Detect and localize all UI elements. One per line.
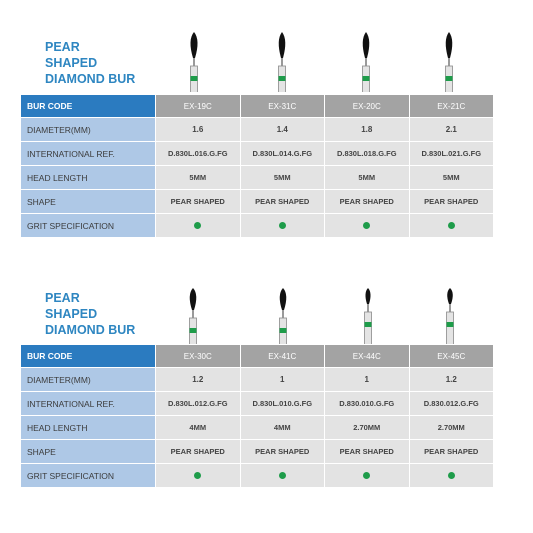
bur-code-label: BUR CODE bbox=[21, 95, 156, 118]
shape-row bbox=[21, 440, 494, 464]
title-line: DIAMOND BUR bbox=[45, 72, 136, 86]
diamond-bur-icon bbox=[359, 30, 373, 92]
row-label: INTERNATIONAL REF. bbox=[21, 142, 156, 166]
value-cell: 2.70MM bbox=[325, 416, 410, 440]
diamond-bur-icon bbox=[443, 286, 457, 348]
international-ref-row bbox=[21, 142, 494, 166]
bur-code-cell: EX-44C bbox=[325, 345, 410, 368]
grit-dot-icon bbox=[194, 472, 201, 479]
diameter-row bbox=[21, 118, 494, 142]
value-cell: 1 bbox=[240, 368, 325, 392]
bur-code-cell: EX-31C bbox=[240, 95, 325, 118]
grit-dot-icon bbox=[448, 222, 455, 229]
bur-code-cell: EX-41C bbox=[240, 345, 325, 368]
value-cell: PEAR SHAPED bbox=[240, 440, 325, 464]
value-cell: 2.1 bbox=[409, 118, 494, 142]
value-cell: PEAR SHAPED bbox=[409, 190, 494, 214]
bur-code-row bbox=[21, 95, 494, 118]
value-cell: 5MM bbox=[156, 166, 241, 190]
spec-table bbox=[20, 94, 494, 238]
value-cell: 4MM bbox=[240, 416, 325, 440]
grit-cell bbox=[325, 464, 410, 488]
international-ref-row bbox=[21, 392, 494, 416]
grit-cell bbox=[240, 464, 325, 488]
value-cell: 1 bbox=[325, 368, 410, 392]
grit-cell bbox=[409, 214, 494, 238]
bur-code-cell: EX-45C bbox=[409, 345, 494, 368]
value-cell: PEAR SHAPED bbox=[409, 440, 494, 464]
diamond-bur-icon bbox=[275, 30, 289, 92]
grit-cell bbox=[409, 464, 494, 488]
value-cell: 5MM bbox=[325, 166, 410, 190]
bur-code-label: BUR CODE bbox=[21, 345, 156, 368]
row-label: GRIT SPECIFICATION bbox=[21, 214, 156, 238]
bur-code-row bbox=[21, 345, 494, 368]
value-cell: D.830L.010.G.FG bbox=[240, 392, 325, 416]
grit-cell bbox=[240, 214, 325, 238]
value-cell: PEAR SHAPED bbox=[156, 190, 241, 214]
spec-table bbox=[20, 344, 494, 488]
title-line: PEAR bbox=[45, 291, 80, 305]
value-cell: PEAR SHAPED bbox=[156, 440, 241, 464]
bur-code-cell: EX-20C bbox=[325, 95, 410, 118]
value-cell: D.830L.018.G.FG bbox=[325, 142, 410, 166]
diamond-bur-icon bbox=[187, 30, 201, 92]
head-length-row bbox=[21, 416, 494, 440]
value-cell: 1.2 bbox=[156, 368, 241, 392]
grit-dot-icon bbox=[194, 222, 201, 229]
row-label: HEAD LENGTH bbox=[21, 416, 156, 440]
grit-dot-icon bbox=[448, 472, 455, 479]
title-line: DIAMOND BUR bbox=[45, 323, 136, 337]
grit-dot-icon bbox=[279, 472, 286, 479]
value-cell: D.830L.012.G.FG bbox=[156, 392, 241, 416]
row-label: DIAMETER(MM) bbox=[21, 118, 156, 142]
grit-cell bbox=[156, 464, 241, 488]
bur-code-cell: EX-19C bbox=[156, 95, 241, 118]
title-line: PEAR bbox=[45, 40, 80, 54]
grit-row bbox=[21, 214, 494, 238]
row-label: SHAPE bbox=[21, 190, 156, 214]
value-cell: D.830.012.G.FG bbox=[409, 392, 494, 416]
value-cell: D.830L.014.G.FG bbox=[240, 142, 325, 166]
row-label: SHAPE bbox=[21, 440, 156, 464]
shape-row bbox=[21, 190, 494, 214]
value-cell: 5MM bbox=[240, 166, 325, 190]
grit-dot-icon bbox=[279, 222, 286, 229]
diamond-bur-icon bbox=[361, 286, 375, 348]
value-cell: D.830L.016.G.FG bbox=[156, 142, 241, 166]
section-title bbox=[45, 290, 135, 338]
value-cell: 1.8 bbox=[325, 118, 410, 142]
value-cell: PEAR SHAPED bbox=[325, 190, 410, 214]
diameter-row bbox=[21, 368, 494, 392]
row-label: HEAD LENGTH bbox=[21, 166, 156, 190]
row-label: DIAMETER(MM) bbox=[21, 368, 156, 392]
value-cell: 5MM bbox=[409, 166, 494, 190]
diamond-bur-icon bbox=[186, 286, 200, 348]
diamond-bur-icon bbox=[442, 30, 456, 92]
grit-row bbox=[21, 464, 494, 488]
value-cell: 1.2 bbox=[409, 368, 494, 392]
value-cell: 2.70MM bbox=[409, 416, 494, 440]
grit-cell bbox=[156, 214, 241, 238]
grit-dot-icon bbox=[363, 472, 370, 479]
value-cell: 1.6 bbox=[156, 118, 241, 142]
head-length-row bbox=[21, 166, 494, 190]
row-label: INTERNATIONAL REF. bbox=[21, 392, 156, 416]
diamond-bur-icon bbox=[276, 286, 290, 348]
grit-dot-icon bbox=[363, 222, 370, 229]
value-cell: PEAR SHAPED bbox=[325, 440, 410, 464]
bur-code-cell: EX-21C bbox=[409, 95, 494, 118]
value-cell: 1.4 bbox=[240, 118, 325, 142]
value-cell: PEAR SHAPED bbox=[240, 190, 325, 214]
grit-cell bbox=[325, 214, 410, 238]
title-line: SHAPED bbox=[45, 307, 98, 321]
value-cell: 4MM bbox=[156, 416, 241, 440]
value-cell: D.830.010.G.FG bbox=[325, 392, 410, 416]
row-label: GRIT SPECIFICATION bbox=[21, 464, 156, 488]
section-title bbox=[45, 39, 135, 87]
bur-code-cell: EX-30C bbox=[156, 345, 241, 368]
title-line: SHAPED bbox=[45, 56, 98, 70]
value-cell: D.830L.021.G.FG bbox=[409, 142, 494, 166]
